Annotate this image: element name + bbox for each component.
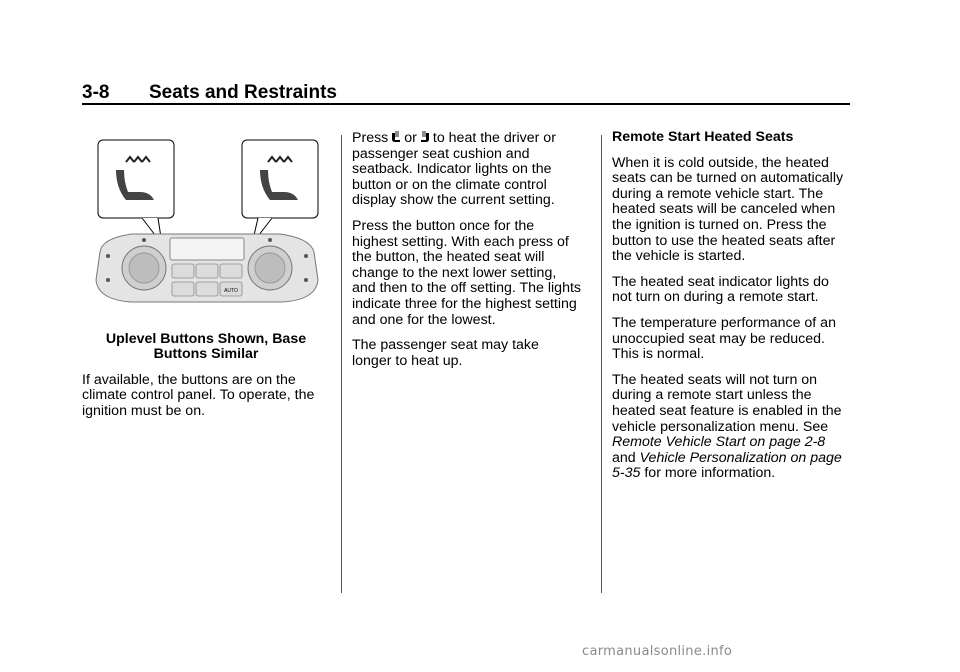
vehicle-personalization-link[interactable]: Vehicle Personalization on page 5-35: [612, 449, 842, 482]
temperature-paragraph: The temperature performance of an unoccupied seat may be reduced. This is normal.: [612, 314, 836, 363]
passenger-heated-seat-icon: [419, 130, 431, 143]
column-middle: [352, 130, 582, 379]
intro-paragraph: If available, the buttons are on the climate control panel. To operate, the ignition must be on.: [82, 371, 315, 419]
more-info-text: for more information.: [644, 465, 776, 482]
header-rule: [82, 103, 850, 105]
personalization-paragraph: [612, 373, 852, 482]
press-rest: to heat the driver or passenger seat cushion and seatback. Indicator lights on the button or on the climate control display show the current setting.: [352, 130, 556, 209]
column-right: [612, 130, 852, 492]
personalization-text: The heated seats will not turn on during a remote start unless the heated seat feature is enabled in the vehicle personalization menu. See: [612, 371, 842, 435]
right-temperature-knob: [248, 246, 292, 290]
figure-caption: Uplevel Buttons Shown, Base Buttons Similar: [105, 330, 307, 363]
setting-paragraph: Press the button once for the highest setting. With each press of the button, the heated seat will change to the next lower setting, and then to the off setting. The lights indicate three for the highest setting and one for the lowest.: [352, 217, 582, 328]
or-word: or: [404, 130, 417, 146]
section-title: Seats and Restraints: [149, 82, 337, 103]
press-paragraph: [352, 130, 582, 209]
remote-start-link[interactable]: Remote Vehicle Start on page 2-8: [612, 434, 826, 451]
climate-control-panel-illustration: [82, 130, 330, 315]
passenger-paragraph: The passenger seat may take longer to heat up.: [352, 337, 539, 369]
left-temperature-knob: [122, 246, 166, 290]
subheading: Remote Start Heated Seats: [612, 129, 794, 145]
column-divider-2: [601, 135, 602, 593]
auto-button-label: AUTO: [224, 288, 238, 294]
press-word: Press: [352, 130, 389, 146]
and-word: and: [612, 449, 636, 466]
page-number: 3-8: [82, 82, 110, 103]
remote-start-paragraph: When it is cold outside, the heated seats can be turned on automatically during a remote vehicle start. The heated seats will be canceled when the ignition is turned on. Press the button to use the heated seats after the vehicle is started.: [612, 154, 844, 265]
column-left: [82, 130, 330, 430]
indicator-paragraph: The heated seat indicator lights do not turn on during a remote start.: [612, 273, 829, 306]
column-divider-1: [341, 135, 342, 593]
watermark: carmanualsonline.info: [582, 644, 733, 659]
driver-heated-seat-icon: [390, 130, 402, 143]
